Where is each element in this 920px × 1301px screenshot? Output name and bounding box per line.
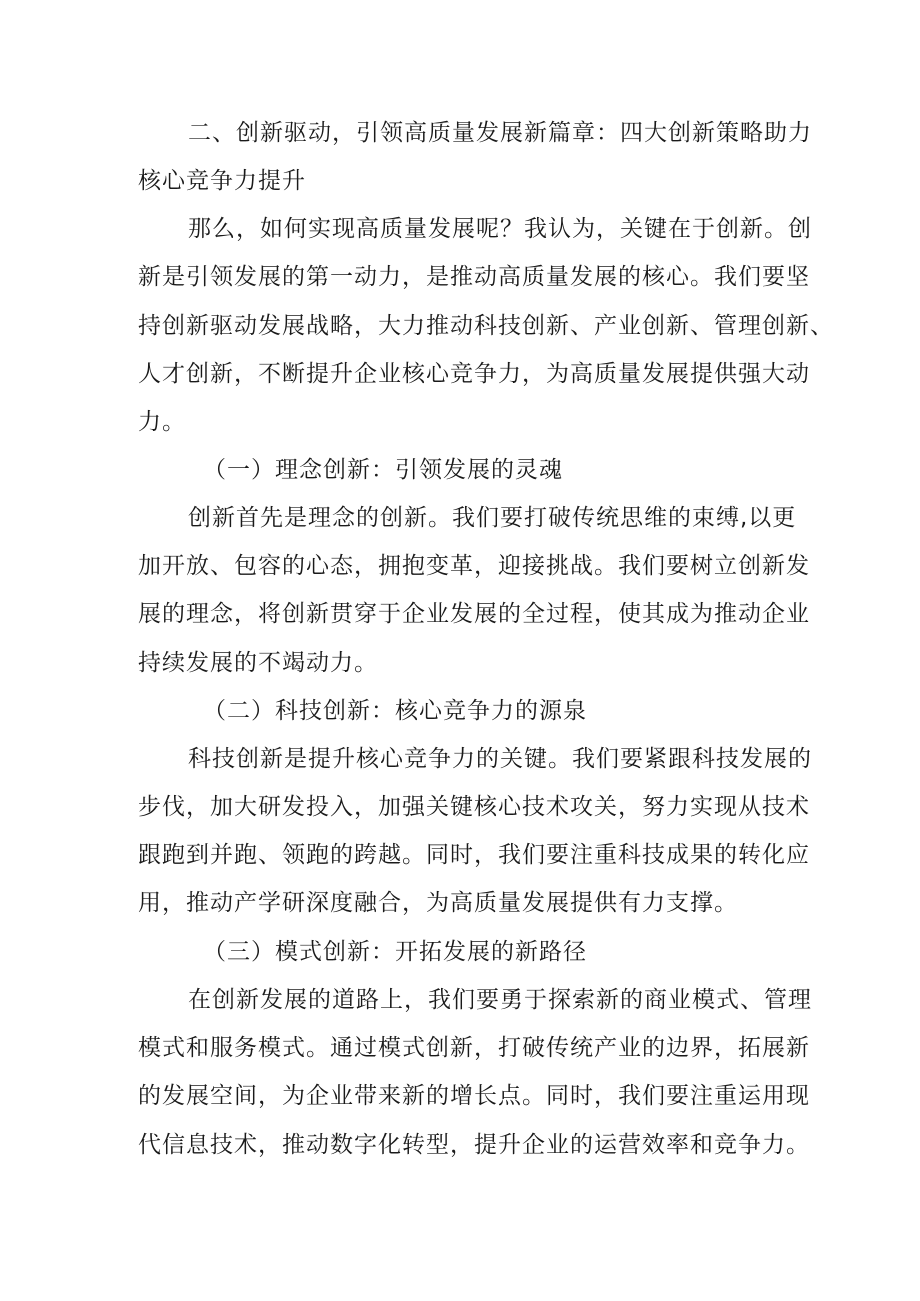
paragraph-line: 跟跑到并跑、领跑的跨越。同时，我们要注重科技成果的转化应 <box>138 842 810 868</box>
paragraph-line: 科技创新是提升核心竞争力的关键。我们要紧跟科技发展的 <box>188 746 812 772</box>
paragraph-line: 步伐，加大研发投入，加强关键核心技术攻关，努力实现从技术 <box>138 794 810 820</box>
heading-line-2: 核心竞争力提升 <box>138 168 306 194</box>
section-title: （三）模式创新：开拓发展的新路径 <box>203 939 587 965</box>
heading-line-1: 二、创新驱动，引领高质量发展新篇章：四大创新策略助力 <box>188 120 812 146</box>
paragraph-line: 加开放、包容的心态，拥抱变革，迎接挑战。我们要树立创新发 <box>138 553 810 579</box>
paragraph-line: 代信息技术，推动数字化转型，提升企业的运营效率和竞争力。 <box>138 1132 810 1158</box>
paragraph-line: 模式和服务模式。通过模式创新，打破传统产业的边界，拓展新 <box>138 1035 810 1061</box>
paragraph-line: 那么，如何实现高质量发展呢？我认为，关键在于创新。创 <box>188 216 812 242</box>
paragraph-line: 力。 <box>138 409 186 435</box>
paragraph-line: 持创新驱动发展战略，大力推动科技创新、产业创新、管理创新、 <box>138 313 834 339</box>
paragraph-line: 展的理念，将创新贯穿于企业发展的全过程，使其成为推动企业 <box>138 601 810 627</box>
paragraph-line: 的发展空间，为企业带来新的增长点。同时，我们要注重运用现 <box>138 1083 810 1109</box>
paragraph-line: 用，推动产学研深度融合，为高质量发展提供有力支撑。 <box>138 890 738 916</box>
section-title: （二）科技创新：核心竞争力的源泉 <box>203 698 587 724</box>
paragraph-line: 新是引领发展的第一动力，是推动高质量发展的核心。我们要坚 <box>138 264 810 290</box>
paragraph-line: 在创新发展的道路上，我们要勇于探索新的商业模式、管理 <box>188 987 812 1013</box>
section-title: （一）理念创新：引领发展的灵魂 <box>203 457 563 483</box>
paragraph-line: 持续发展的不竭动力。 <box>138 650 378 676</box>
paragraph-line: 创新首先是理念的创新。我们要打破传统思维的束缚,以更 <box>188 505 797 531</box>
paragraph-line: 人才创新，不断提升企业核心竞争力，为高质量发展提供强大动 <box>138 361 810 387</box>
